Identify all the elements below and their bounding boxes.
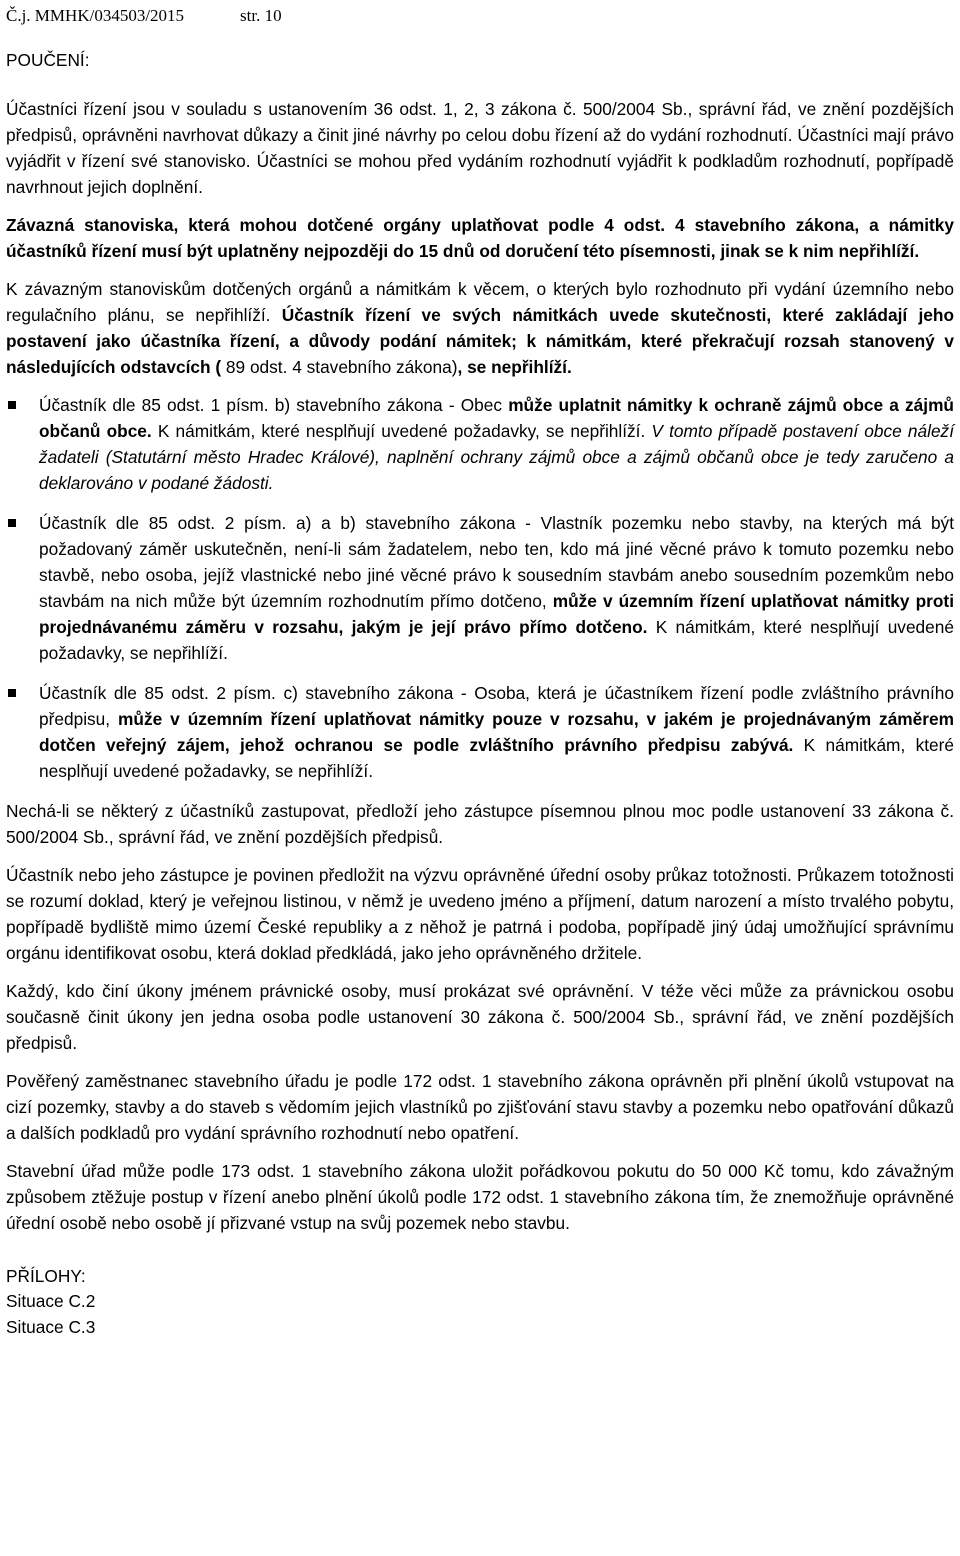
- attachments-title: PŘÍLOHY:: [6, 1266, 86, 1286]
- text-run: Účastník dle 85 odst. 2 písm. a) a b) stavebního zákona - Vlastník pozemku nebo stavby, na kterých má být požadovaný záměr uskutečněn, není-li sám žadatelem, nebo ten, kdo má jiné věcné právo k tomuto pozemku nebo stavbě, nebo osoba, jejíž vlastnické nebo jiné věcné právo k sousedním stavbám anebo sousedním pozemkům nebo stavbám na nich může být územním rozhodnutím přímo dotčeno,: [39, 513, 954, 611]
- paragraph-objections: [6, 276, 954, 380]
- paragraph-legal-entity: [6, 978, 954, 1056]
- text-run: V tomto případě postavení obce náleží žadateli (Statutární město Hradec Králové), naplnění ochrany zájmů obce a zájmů občanů obce je tedy zaručeno a deklarováno v podané žádosti.: [39, 421, 954, 493]
- text-run: Závazná stanoviska, která mohou dotčené orgány uplatňovat podle 4 odst. 4 stavebního zákona, a námitky účastníků řízení musí být uplatněny nejpozději do 15 dnů od doručení této písemnosti, jinak se k nim nepřihlíží.: [6, 215, 954, 261]
- paragraph-fine: [6, 1158, 954, 1236]
- paragraph-identity-card: [6, 862, 954, 966]
- text-run: K námitkám, které nesplňují uvedené požadavky, se nepřihlíží.: [39, 617, 954, 663]
- paragraph-employee-access: [6, 1068, 954, 1146]
- text-run: 89 odst. 4 stavebního zákona): [221, 357, 458, 377]
- text-run: , se nepřihlíží.: [457, 357, 572, 377]
- paragraph-binding-opinions: [6, 212, 954, 264]
- attachment-item: Situace C.3: [6, 1317, 96, 1337]
- text-run: může v územním řízení uplatňovat námitky proti projednávanému záměru v rozsahu, jakým je její právo přímo dotčeno.: [39, 591, 954, 637]
- section-title: POUČENÍ:: [6, 50, 90, 70]
- text-run: Nechá-li se některý z účastníků zastupovat, předloží jeho zástupce písemnou plnou moc podle ustanovení 33 zákona č. 500/2004 Sb., správní řád, ve znění pozdějších předpisů.: [6, 801, 954, 847]
- text-run: Každý, kdo činí úkony jménem právnické osoby, musí prokázat své oprávnění. V téže věci může za právnickou osobu současně činit úkony jen jedna osoba podle ustanovení 30 zákona č. 500/2004 Sb., správní řád, ve znění pozdějších předpisů.: [6, 981, 954, 1053]
- text-run: K závazným stanoviskům dotčených orgánů a námitkám k věcem, o kterých bylo rozhodnuto při vydání územního nebo regulačního plánu, se nepřihlíží.: [6, 279, 954, 325]
- text-run: může v územním řízení uplatňovat námitky pouze v rozsahu, v jakém je projednávaným záměrem dotčen veřejný zájem, jehož ochranou se podle zvláštního právního předpisu zabývá.: [39, 709, 954, 755]
- text-run: Pověřený zaměstnanec stavebního úřadu je podle 172 odst. 1 stavebního zákona oprávněn při plnění úkolů vstupovat na cizí pozemky, stavby a do staveb s vědomím jejich vlastníků po zjišťování stavu stavby a pozemku nebo opatřování důkazů a dalších podkladů pro vydání správního rozhodnutí nebo opatření.: [6, 1071, 954, 1143]
- bullet-icon: [8, 519, 16, 527]
- list-item: [6, 680, 954, 784]
- attachment-item: Situace C.2: [6, 1291, 96, 1311]
- text-run: K námitkám, které nesplňují uvedené požadavky, se nepřihlíží.: [39, 735, 954, 781]
- participant-list: [6, 392, 954, 784]
- text-run: Účastník dle 85 odst. 1 písm. b) stavebního zákona - Obec: [39, 395, 509, 415]
- paragraph-participants-rights: [6, 96, 954, 200]
- text-run: Účastníci řízení jsou v souladu s ustanovením 36 odst. 1, 2, 3 zákona č. 500/2004 Sb., správní řád, ve znění pozdějších předpisů, oprávněni navrhovat důkazy a činit jiné návrhy po celou dobu řízení až do vydání rozhodnutí. Účastníci mají právo vyjádřit v řízení své stanovisko. Účastníci se mohou před vydáním rozhodnutí vyjádřit k podkladům rozhodnutí, popřípadě navrhnout jejich doplnění.: [6, 99, 954, 197]
- text-run: Stavební úřad může podle 173 odst. 1 stavebního zákona uložit pořádkovou pokutu do 50 000 Kč tomu, kdo závažným způsobem ztěžuje postup v řízení anebo plnění úkolů podle 172 odst. 1 stavebního zákona tím, že znemožňuje oprávněné úřední osobě nebo osobě jí přizvané vstup na svůj pozemek nebo stavbu.: [6, 1161, 954, 1233]
- text-run: Účastník dle 85 odst. 2 písm. c) stavebního zákona - Osoba, která je účastníkem řízení podle zvláštního právního předpisu,: [39, 683, 954, 729]
- bullet-icon: [8, 401, 16, 409]
- reference-number: Č.j. MMHK/034503/2015: [6, 6, 185, 25]
- list-item: [6, 392, 954, 496]
- bullet-icon: [8, 689, 16, 697]
- list-item: [6, 510, 954, 666]
- text-run: K námitkám, které nesplňují uvedené požadavky, se nepřihlíží.: [151, 421, 652, 441]
- page-header: [6, 0, 954, 26]
- text-run: Účastník řízení ve svých námitkách uvede skutečnosti, které zakládají jeho postavení jako účastníka řízení, a důvody podání námitek; k námitkám, které překračují rozsah stanovený v následujících odstavcích (: [6, 305, 955, 377]
- text-run: může uplatnit námitky k ochraně zájmů obce a zájmů občanů obce.: [39, 395, 954, 441]
- text-run: Účastník nebo jeho zástupce je povinen předložit na výzvu oprávněné úřední osoby průkaz totožnosti. Průkazem totožnosti se rozumí doklad, který je veřejnou listinou, v němž je uvedeno jméno a příjmení, datum narození a místo trvalého pobytu, popřípadě bydliště mimo území České republiky a z něhož je patrná i podoba, popřípadě jiný údaj umožňující správnímu orgánu identifikovat osobu, která doklad předkládá, jako jeho oprávněného držitele.: [6, 865, 954, 963]
- paragraph-representation: [6, 798, 954, 850]
- page-number: str. 10: [240, 6, 282, 25]
